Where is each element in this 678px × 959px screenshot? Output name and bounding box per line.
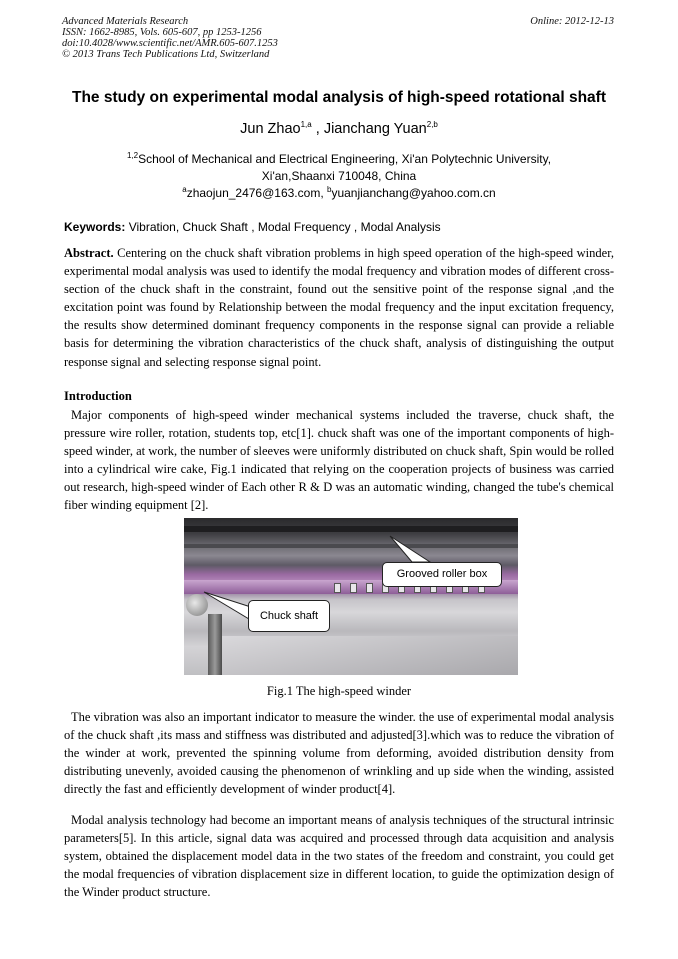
affiliation-line-2: Xi'an,Shaanxi 710048, China — [261, 169, 417, 183]
paper-title: The study on experimental modal analysis of high-speed rotational shaft — [72, 89, 606, 106]
callout-grooved-roller-box: Grooved roller box — [382, 562, 502, 587]
email-a: zhaojun_2476@163.com, — [186, 186, 327, 200]
intro-p1-text: Major components of high-speed winder mechanical systems included the traverse, chuck shaft, the pressure wire roller, rotation, students top, etc[1]. chuck shaft was one of the important components of high-speed winder, at work, the number of sleeves were uniformly distributed on chuck shaft, Spin would be rolled into a cylindrical wire cake, Fig.1 indicated that relying on the cooperation projects of business was carried out research, high-speed winder of Each other R & D was an automatic winding, changed the tube's chemical fiber winding equipment [2]. — [64, 408, 614, 513]
figure-winder-photo — [184, 518, 518, 675]
doi-line: doi:10.4028/www.scientific.net/AMR.605-607.1253 — [62, 38, 278, 49]
journal-name: Advanced Materials Research — [62, 16, 189, 27]
online-date: Online: 2012-12-13 — [530, 16, 614, 27]
keywords-label: Keywords: — [64, 220, 126, 234]
intro-p2-text: The vibration was also an important indicator to measure the winder. the use of experimental modal analysis of the chuck shaft ,its mass and stiffness was distributed and adjusted[3].which was to reduce the vibration of the winder at work, prevented the spinning volume from deforming, avoided distribution density from distributing unevenly, avoided causing the phenomenon of wrinkling and up side when the winding, assisted directly the fast and efficiently development of winder product[4]. — [64, 710, 614, 797]
affiliation-line-1 — [0, 152, 678, 166]
intro-p3-text: Modal analysis technology had become an important means of analysis techniques of the structural intrinsic parameters[5]. In this article, signal data was acquired and processed through data acquisition and analysis system, obtained the displacement model data in the two states of the freedom and constraint, you could get the modal frequencies of vibration displacement size in different location, to guide the optimization design of the Winder product structure. — [64, 813, 614, 900]
email-line — [0, 186, 678, 200]
affiliation-text-1: School of Mechanical and Electrical Engineering, Xi'an Polytechnic University, — [138, 152, 552, 166]
chuck-leader — [204, 592, 254, 622]
author-1-sup: 1,a — [300, 120, 312, 130]
affiliation-sup: 1,2 — [126, 151, 139, 160]
abstract-label: Abstract. — [64, 246, 114, 260]
intro-paragraph-1 — [64, 406, 614, 515]
author-separator: , — [311, 121, 324, 137]
email-a-sup: a — [182, 185, 187, 194]
issn-line: ISSN: 1662-8985, Vols. 605-607, pp 1253-1256 — [62, 27, 262, 38]
intro-paragraph-2 — [64, 708, 614, 798]
intro-paragraph-3 — [64, 811, 614, 901]
author-line — [0, 121, 678, 137]
roller-leader — [390, 536, 430, 562]
author-2: Jianchang Yuan — [323, 121, 427, 137]
author-2-sup: 2,b — [426, 120, 438, 130]
figure-caption: Fig.1 The high-speed winder — [266, 684, 412, 698]
callout-leader-lines — [184, 518, 518, 675]
email-b-sup: b — [326, 185, 332, 194]
keywords — [64, 220, 441, 234]
abstract-text: Centering on the chuck shaft vibration problems in high speed operation of the high-speed winder, experimental modal analysis was used to identify the modal frequency and vibration modes of different cross-section of the chuck shaft in the constraint, found out the sensitive point of the response signal ,and the excitation point was found by Relationship between the modal frequency and the input excitation frequency, the results show determined dominant frequency components in the response signal can provide a reliable basis for determining the vibration characteristics of the chuck shaft, analysis of distinguishing the output response signal and selecting response signal point. — [64, 246, 614, 369]
email-b: yuanjianchang@yahoo.com.cn — [331, 186, 496, 200]
copyright-line: © 2013 Trans Tech Publications Ltd, Switzerland — [62, 49, 270, 60]
abstract — [64, 244, 614, 371]
section-heading-introduction: Introduction — [64, 389, 132, 403]
keywords-text: Vibration, Chuck Shaft , Modal Frequency , Modal Analysis — [125, 220, 441, 234]
author-1: Jun Zhao — [240, 121, 301, 137]
callout-chuck-shaft: Chuck shaft — [248, 600, 330, 632]
